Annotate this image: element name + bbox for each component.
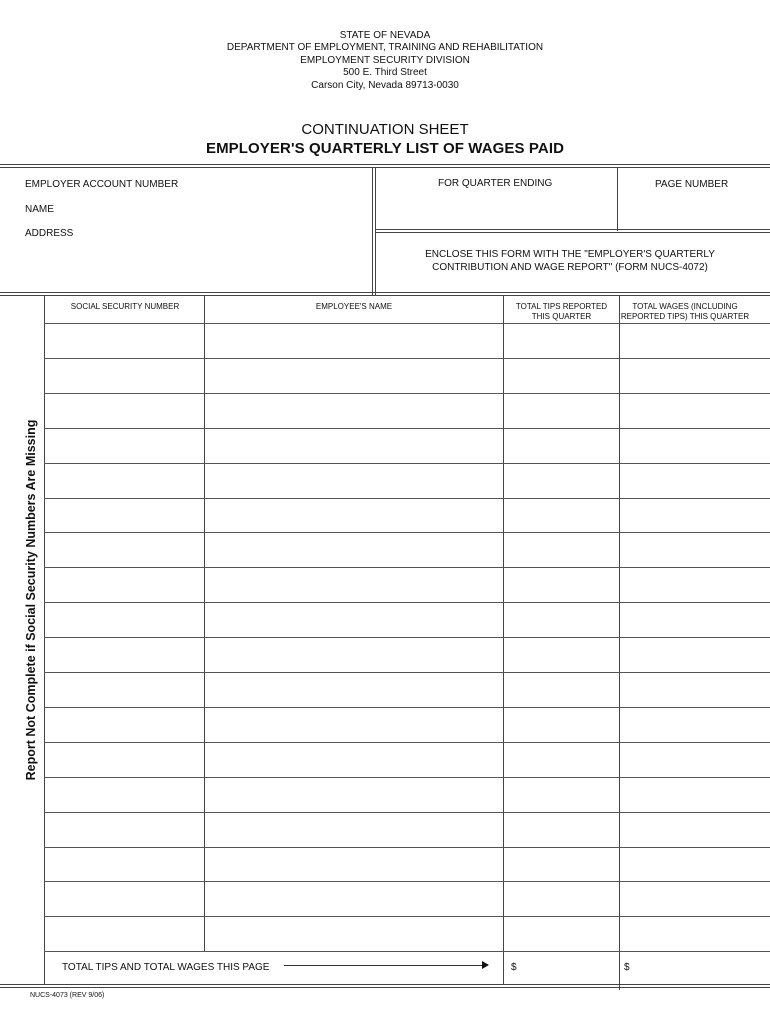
ssn-cell[interactable]	[45, 673, 203, 707]
agency-header	[0, 30, 770, 92]
ssn-cell[interactable]	[45, 638, 203, 672]
wages-cell[interactable]	[620, 743, 769, 777]
page-number-label: PAGE NUMBER	[655, 179, 729, 190]
ssn-warning-note: Report Not Complete if Social Security Numbers Are Missing	[24, 419, 38, 781]
ssn-cell[interactable]	[45, 429, 203, 463]
form-title: CONTINUATION SHEET	[301, 121, 469, 138]
ssn-cell[interactable]	[45, 533, 203, 567]
quarter-ending-label: FOR QUARTER ENDING	[438, 178, 553, 189]
rule-bottom-2	[0, 987, 770, 988]
employee-name-cell[interactable]	[205, 464, 502, 498]
right-arrow-icon	[482, 961, 489, 969]
tips-cell[interactable]	[504, 464, 618, 498]
tips-cell[interactable]	[504, 917, 618, 951]
divider-left-1	[372, 167, 373, 295]
employer-account-label: EMPLOYER ACCOUNT NUMBER	[25, 179, 179, 190]
tips-cell[interactable]	[504, 568, 618, 602]
tips-cell[interactable]	[504, 743, 618, 777]
tips-cell[interactable]	[504, 533, 618, 567]
divider-page-number	[617, 167, 618, 231]
employer-address-label: ADDRESS	[25, 228, 74, 239]
rule-top-2	[0, 167, 770, 168]
rule-bottom-1	[0, 984, 770, 985]
employee-name-cell[interactable]	[205, 603, 502, 637]
employee-name-cell[interactable]	[205, 359, 502, 393]
wages-cell[interactable]	[620, 673, 769, 707]
table-row-rule	[44, 951, 770, 952]
employee-name-cell[interactable]	[205, 778, 502, 812]
department-name: DEPARTMENT OF EMPLOYMENT, TRAINING AND REHABILITATION	[226, 42, 544, 54]
form-subtitle: EMPLOYER'S QUARTERLY LIST OF WAGES PAID	[205, 140, 565, 157]
enclose-instruction	[380, 248, 760, 274]
tips-cell[interactable]	[504, 778, 618, 812]
ssn-cell[interactable]	[45, 708, 203, 742]
wages-cell[interactable]	[620, 568, 769, 602]
rule-mid-2	[375, 232, 770, 233]
tips-cell[interactable]	[504, 394, 618, 428]
employee-name-cell[interactable]	[205, 917, 502, 951]
wages-cell[interactable]	[620, 533, 769, 567]
ssn-cell[interactable]	[45, 603, 203, 637]
wages-cell[interactable]	[620, 603, 769, 637]
employee-name-cell[interactable]	[205, 324, 502, 358]
tips-cell[interactable]	[504, 708, 618, 742]
wages-header-line-2: REPORTED TIPS) THIS QUARTER	[620, 312, 750, 321]
wages-cell[interactable]	[620, 813, 769, 847]
ssn-cell[interactable]	[45, 359, 203, 393]
divider-left-2	[375, 167, 376, 295]
ssn-cell[interactable]	[45, 394, 203, 428]
enclose-line-1: ENCLOSE THIS FORM WITH THE "EMPLOYER'S QUARTERLY	[425, 249, 715, 260]
tips-cell[interactable]	[504, 673, 618, 707]
tips-cell[interactable]	[504, 848, 618, 881]
city-address: Carson City, Nevada 89713-0030	[311, 79, 459, 91]
wages-cell[interactable]	[620, 882, 769, 916]
rule-box-bottom-2	[0, 295, 770, 296]
wages-cell[interactable]	[620, 708, 769, 742]
wages-cell[interactable]	[620, 778, 769, 812]
column-header-ssn: SOCIAL SECURITY NUMBER	[70, 302, 180, 311]
employee-name-cell[interactable]	[205, 499, 502, 532]
wages-cell[interactable]	[620, 638, 769, 672]
tips-cell[interactable]	[504, 813, 618, 847]
street-address: 500 E. Third Street	[343, 67, 427, 79]
ssn-cell[interactable]	[45, 743, 203, 777]
rule-top-1	[0, 164, 770, 165]
total-wages-currency: $	[624, 962, 630, 973]
rule-box-bottom-1	[0, 292, 770, 293]
wages-cell[interactable]	[620, 324, 769, 358]
tips-cell[interactable]	[504, 429, 618, 463]
wages-cell[interactable]	[620, 917, 769, 951]
tips-cell[interactable]	[504, 638, 618, 672]
ssn-cell[interactable]	[45, 499, 203, 532]
wages-cell[interactable]	[620, 848, 769, 881]
wages-cell[interactable]	[620, 394, 769, 428]
totals-arrow-line	[284, 965, 484, 966]
wages-cell[interactable]	[620, 429, 769, 463]
wages-cell[interactable]	[620, 359, 769, 393]
total-tips-currency: $	[511, 962, 517, 973]
tips-header-line-2: THIS QUARTER	[531, 312, 592, 321]
ssn-cell[interactable]	[45, 917, 203, 951]
column-header-wages	[620, 302, 750, 322]
rule-mid-1	[375, 229, 770, 230]
wages-header-line-1: TOTAL WAGES (INCLUDING	[632, 302, 738, 311]
ssn-cell[interactable]	[45, 848, 203, 881]
employee-name-cell[interactable]	[205, 429, 502, 463]
column-header-employee-name: EMPLOYEE'S NAME	[315, 302, 393, 311]
ssn-cell[interactable]	[45, 464, 203, 498]
employee-name-cell[interactable]	[205, 848, 502, 881]
employee-name-cell[interactable]	[205, 638, 502, 672]
employee-name-cell[interactable]	[205, 813, 502, 847]
employee-name-cell[interactable]	[205, 533, 502, 567]
enclose-line-2: CONTRIBUTION AND WAGE REPORT" (FORM NUCS-4072)	[432, 262, 708, 273]
employee-name-cell[interactable]	[205, 743, 502, 777]
division-name: EMPLOYMENT SECURITY DIVISION	[300, 54, 470, 66]
tips-cell[interactable]	[504, 499, 618, 532]
employer-name-label: NAME	[25, 204, 54, 215]
ssn-cell[interactable]	[45, 813, 203, 847]
column-header-tips	[504, 302, 619, 322]
tips-cell[interactable]	[504, 882, 618, 916]
tips-cell[interactable]	[504, 359, 618, 393]
state-name: STATE OF NEVADA	[339, 30, 431, 41]
ssn-cell[interactable]	[45, 778, 203, 812]
form-number: NUCS-4073 (REV 9/06)	[30, 992, 105, 999]
tips-cell[interactable]	[504, 324, 618, 358]
employee-name-cell[interactable]	[205, 394, 502, 428]
wages-cell[interactable]	[620, 499, 769, 532]
employee-name-cell[interactable]	[205, 568, 502, 602]
employee-name-cell[interactable]	[205, 882, 502, 916]
tips-cell[interactable]	[504, 603, 618, 637]
ssn-cell[interactable]	[45, 882, 203, 916]
totals-label: TOTAL TIPS AND TOTAL WAGES THIS PAGE	[62, 962, 270, 973]
ssn-cell[interactable]	[45, 568, 203, 602]
tips-header-line-1: TOTAL TIPS REPORTED	[515, 302, 608, 311]
wages-cell[interactable]	[620, 464, 769, 498]
employee-name-cell[interactable]	[205, 708, 502, 742]
employee-name-cell[interactable]	[205, 673, 502, 707]
ssn-cell[interactable]	[45, 324, 203, 358]
